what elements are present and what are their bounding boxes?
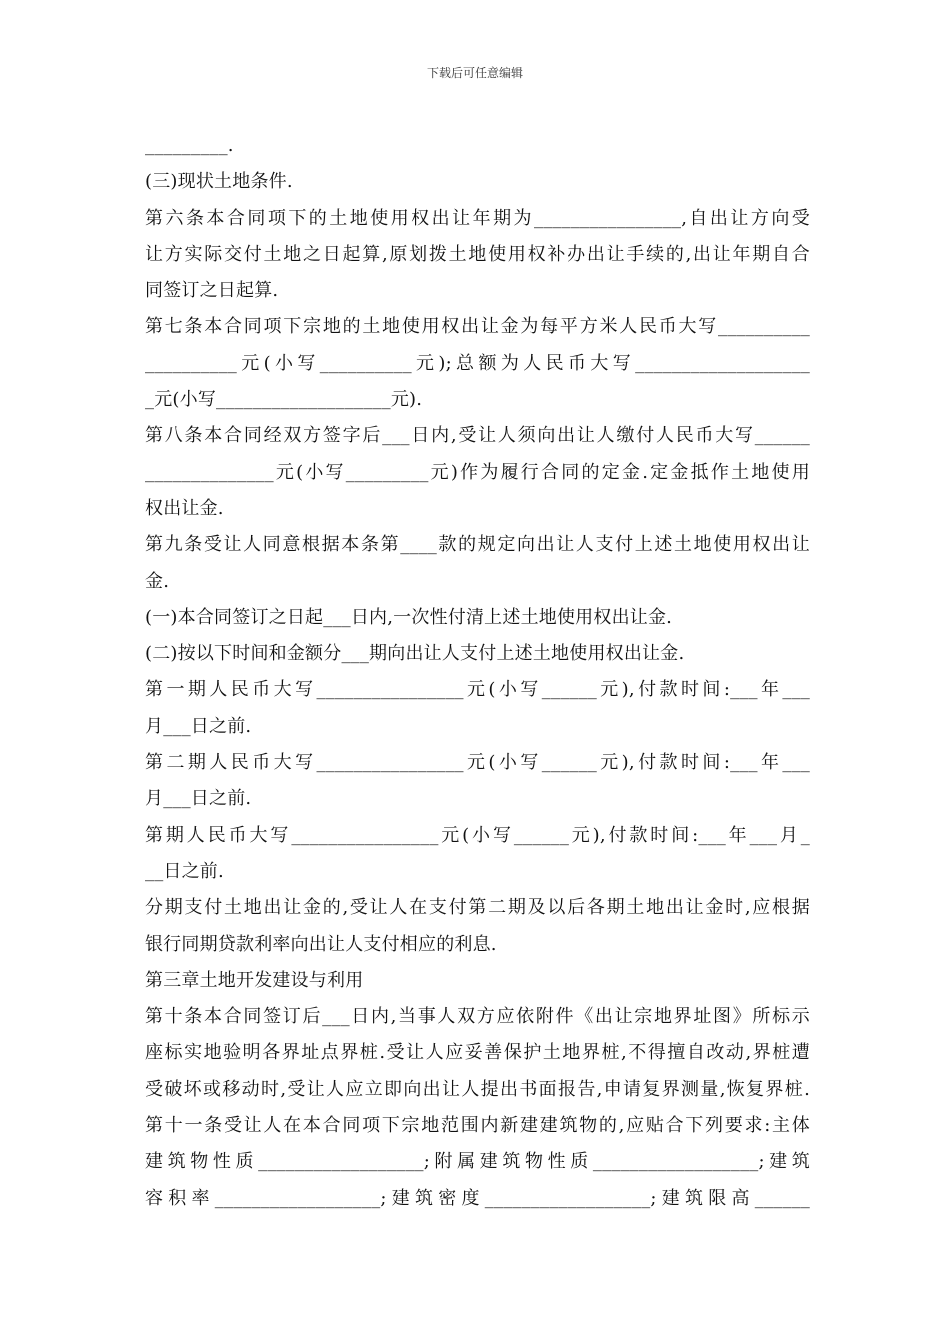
text-line: 受破坏或移动时,受让人应立即向出让人提出书面报告,申请复界测量,恢复界桩. [145,1078,810,1100]
page-header: 下载后可任意编辑 [426,66,523,80]
text-line: __日之前. [145,860,224,882]
text-line: 第六条本合同项下的土地使用权出让年期为________________,自出让方向受 [145,207,810,229]
text-line: 权出让金. [145,497,224,519]
text-line: 第期人民币大写________________元(小写______元),付款时间:___年___月_ [145,824,810,846]
text-line: 分期支付土地出让金的,受让人在支付第二期及以后各期土地出让金时,应根据 [145,897,810,919]
text-line: 第十条本合同签订后___日内,当事人双方应依附件《出让宗地界址图》所标示 [145,1006,810,1028]
text-line: 第十一条受让人在本合同项下宗地范围内新建建筑物的,应贴合下列要求:主体 [145,1115,810,1137]
text-line: 第一期人民币大写________________元(小写______元),付款时间:___年___ [145,679,810,701]
text-line: 月___日之前. [145,788,252,810]
text-line: 第七条本合同项下宗地的土地使用权出让金为每平方米人民币大写__________ [145,316,810,338]
text-line: 容积率__________________;建筑密度__________________;建筑限高______ [145,1187,810,1209]
text-line: __________元(小写__________元);总额为人民币大写___________________ [145,352,810,374]
text-line: _________. [145,135,234,156]
contract-body [145,128,810,1217]
text-line: ______________元(小写_________元)作为履行合同的定金.定金抵作土地使用 [145,461,810,483]
text-line: 座标实地验明各界址点界桩.受让人应妥善保护土地界桩,不得擅自改动,界桩遭 [145,1042,810,1064]
text-line: 月___日之前. [145,715,252,737]
text-line: 第九条受让人同意根据本条第____款的规定向出让人支付上述土地使用权出让 [145,534,810,556]
text-line: (三)现状土地条件. [145,171,293,193]
text-line: 金. [145,570,170,592]
text-line: 建筑物性质__________________;附属建筑物性质__________________;建筑 [145,1151,810,1173]
text-line: 让方实际交付土地之日起算,原划拨土地使用权补办出让手续的,出让年期自合 [145,243,810,265]
text-line: (一)本合同签订之日起___日内,一次性付清上述土地使用权出让金. [145,606,673,628]
section-heading: 第三章土地开发建设与利用 [145,969,364,991]
text-line: 第二期人民币大写________________元(小写______元),付款时间:___年___ [145,752,810,774]
text-line: _元(小写___________________元). [145,389,423,411]
text-line: 银行同期贷款利率向出让人支付相应的利息. [145,933,497,955]
text-line: 同签订之日起算. [145,280,279,302]
text-line: 第八条本合同经双方签字后___日内,受让人须向出让人缴付人民币大写______ [145,425,810,447]
text-line: (二)按以下时间和金额分___期向出让人支付上述土地使用权出让金. [145,643,685,665]
